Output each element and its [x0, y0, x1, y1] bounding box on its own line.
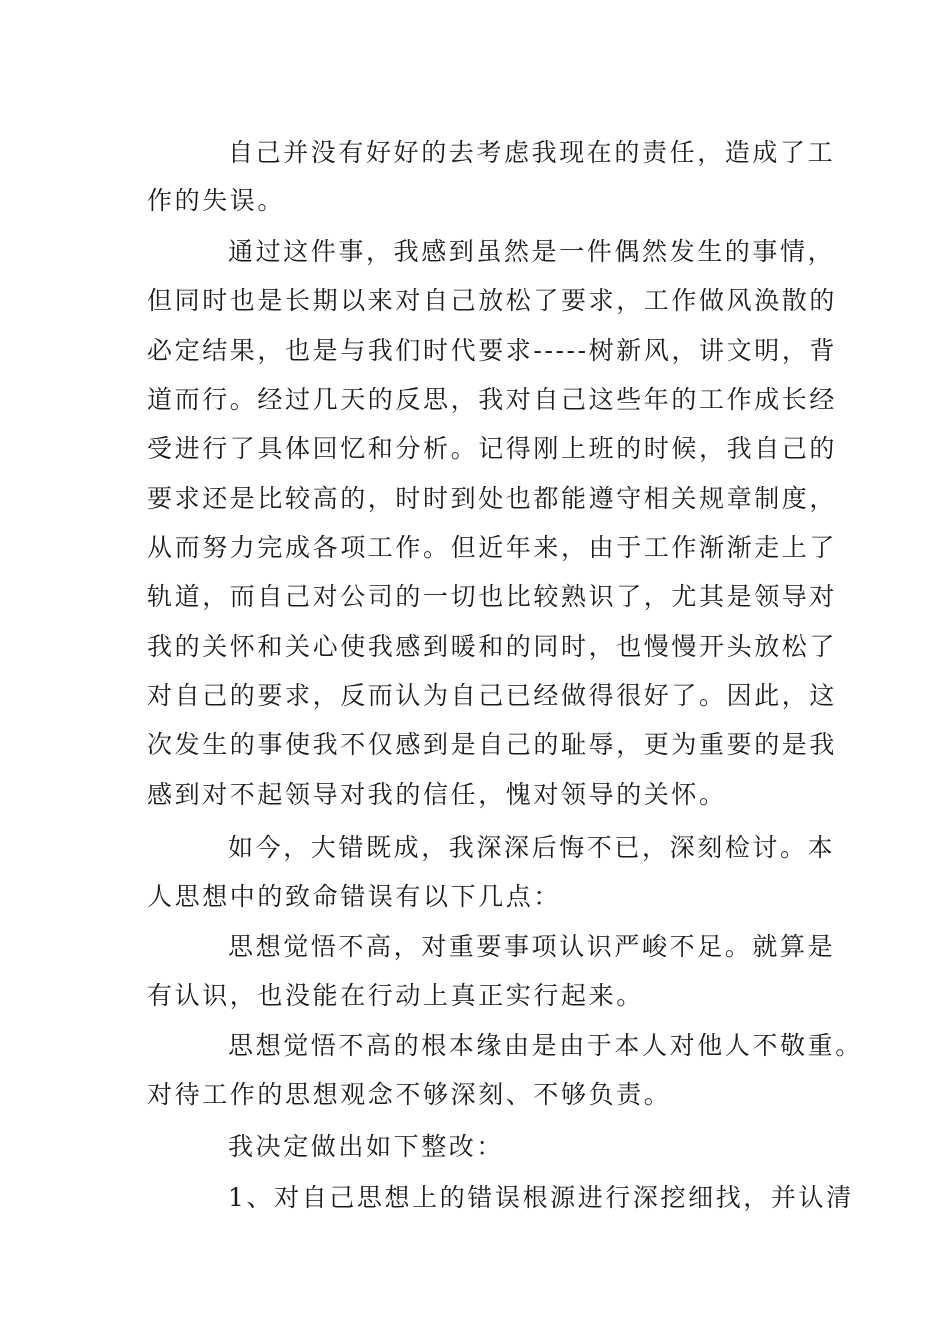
paragraph-line: 次发生的事使我不仅感到是自己的耻辱，更为重要的是我 — [147, 730, 838, 759]
paragraph-line: 通过这件事，我感到虽然是一件偶然发生的事情， — [228, 237, 836, 266]
paragraph-line: 对自己的要求，反而认为自己已经做得很好了。因此，这 — [147, 681, 838, 710]
paragraph-line: 道而行。经过几天的反思，我对自己这些年的工作成长经 — [147, 385, 838, 414]
paragraph-line: 自己并没有好好的去考虑我现在的责任，造成了工 — [228, 138, 836, 167]
paragraph-line: 我决定做出如下整改： — [228, 1132, 505, 1161]
paragraph-line: 感到对不起领导对我的信任，愧对领导的关怀。 — [147, 780, 727, 809]
paragraph-line: 但同时也是长期以来对自己放松了要求，工作做风涣散的 — [147, 286, 838, 315]
paragraph-line: 1、对自己思想上的错误根源进行深挖细找，并认清 — [228, 1183, 854, 1212]
paragraph-line: 轨道，而自己对公司的一切也比较熟识了，尤其是领导对 — [147, 582, 838, 611]
paragraph-line: 受进行了具体回忆和分析。记得刚上班的时候，我自己的 — [147, 434, 838, 463]
paragraph-line: 必定结果，也是与我们时代要求-----树新风，讲文明，背 — [147, 336, 838, 365]
paragraph-line: 我的关怀和关心使我感到暖和的同时，也慢慢开头放松了 — [147, 632, 838, 661]
paragraph-line: 人思想中的致命错误有以下几点： — [147, 882, 562, 911]
paragraph-line: 作的失误。 — [147, 186, 286, 215]
paragraph-line: 有认识，也没能在行动上真正实行起来。 — [147, 981, 644, 1010]
paragraph-line: 思想觉悟不高，对重要事项认识严峻不足。就算是 — [228, 932, 836, 961]
paragraph-line: 如今，大错既成，我深深后悔不已，深刻检讨。本 — [228, 833, 836, 862]
paragraph-line: 思想觉悟不高的根本缘由是由于本人对他人不敬重。 — [228, 1031, 863, 1060]
paragraph-line: 从而努力完成各项工作。但近年来，由于工作渐渐走上了 — [147, 533, 838, 562]
paragraph-line: 要求还是比较高的，时时到处也都能遵守相关规章制度， — [147, 484, 838, 513]
paragraph-line: 对待工作的思想观念不够深刻、不够负责。 — [147, 1080, 672, 1109]
